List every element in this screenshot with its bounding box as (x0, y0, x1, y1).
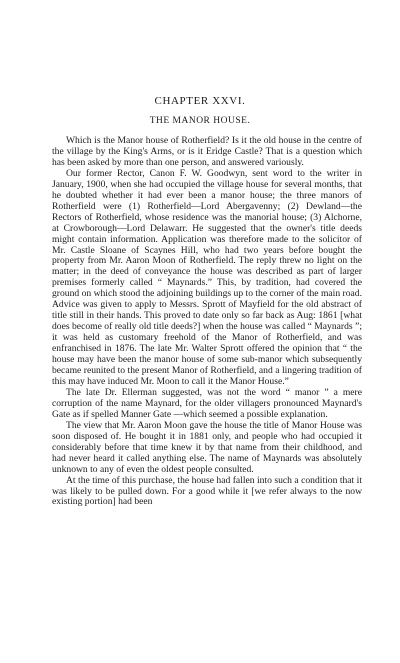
paragraph-3: The late Dr. Ellerman suggested, was not the word “ manor ” a mere corruption of the name Maynard, for the older villagers pronounced Maynard's Gate as if spelled Manner Gate —which seemed a possible explanation. (52, 386, 362, 420)
chapter-heading: CHAPTER XXVI. (154, 95, 246, 107)
paragraph-4: The view that Mr. Aaron Moon gave the house the title of Manor House was soon disposed of. He bought it in 1881 only, and people who had occupied it considerably before that time knew it by that name from their childhood, and had never heard it called anything else. The name of Maynards was absolutely unknown to any of even the oldest people consulted. (52, 419, 362, 475)
paragraph-1: Which is the Manor house of Rotherfield? Is it the old house in the centre of the village by the King's Arms, or is it Eridge Castle? That is a question which has been asked by more than one person, and answered variously. (52, 135, 362, 168)
paragraph-2: Our former Rector, Canon F. W. Goodwyn, sent word to the writer in January, 1900, when she had occupied the village house for several months, that he doubted whether it had ever been a manor house; the three manors of Rotherfield were (1) Rotherfield—Lord Abergavenny; (2) Dewland—the Rectors of Rotherfield, whose residence was the manorial house; (3) Alchorne, at Crowborough—Lord Delawarr. He suggested that the owner's title deeds might contain information. Application was therefore made to the solicitor of Mr. Castle Sloane of Scaynes Hill, who had two years before bought the property from Mr. Aaron Moon of Rotherfield. The reply threw no light on the matter; in the deed of conveyance the house was described as part of larger premises formerly called “ Maynards.” This, by tradition, had covered the ground on which stood the adjoining buildings up to the corner of the main road. Advice was given to apply to Messrs. Sprott of Mayfield for the old abstract of title still in their hands. This proved to date only so far back as Aug: 1861 [what does become of really old title deeds?] when the house was called “ Maynards ”; it was held as customary freehold of the Manor of Rotherfield, and was enfranchised in 1876. The late Mr. Walter Sprott offered the opinion that “ the house may have been the manor house of some sub-manor which subsequently became reunited to the present Manor of Rotherfield, and a lingering tradition of this may have induced Mr. Moon to call it the Manor House.” (52, 167, 362, 387)
chapter-title: THE MANOR HOUSE. (149, 116, 251, 126)
paragraph-5: At the time of this purchase, the house had fallen into such a condition that it was likely to be pulled down. For a good while it [we refer always to the now existing portion] had been (52, 474, 362, 508)
chapter-body (52, 136, 362, 508)
